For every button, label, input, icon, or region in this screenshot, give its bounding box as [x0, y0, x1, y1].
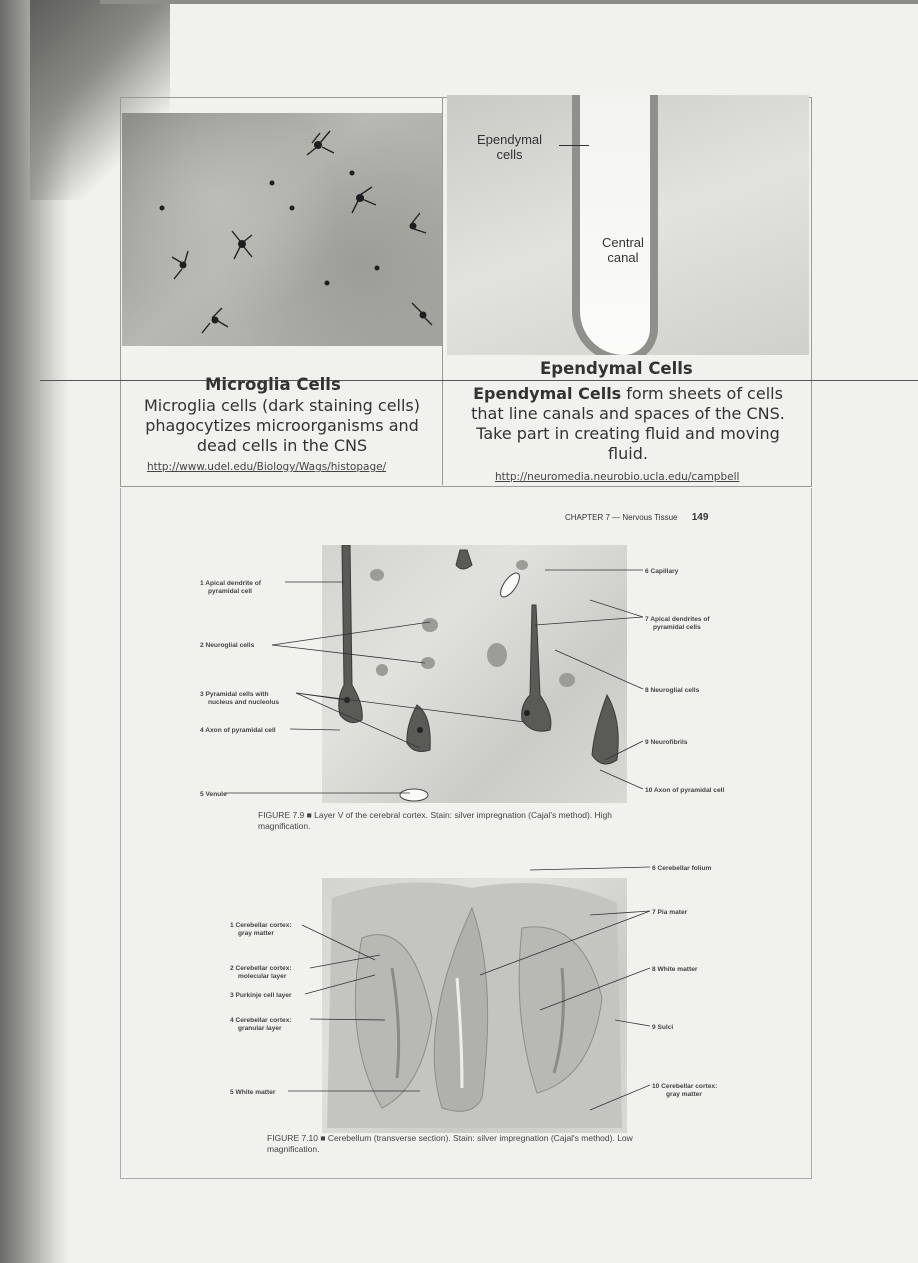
fig79-label-2: 2 Neuroglial cells [200, 642, 255, 649]
fig79-label-1-line1: 1 Apical dendrite of [200, 580, 261, 587]
fig710-label-2-line2: molecular layer [238, 973, 287, 980]
fig79-label-7-line1: 7 Apical dendrites of [645, 616, 710, 623]
fig710-label-4-line2: granular layer [238, 1025, 282, 1032]
fig710-label-4-line1: 4 Cerebellar cortex: [230, 1017, 292, 1024]
figure-7-10-caption-line1: FIGURE 7.10 ■ Cerebellum (transverse section). Stain: silver impregnation (Cajal's method). Low [267, 1133, 633, 1143]
fig79-label-4: 4 Axon of pyramidal cell [200, 727, 276, 734]
figure-7-9-caption-line1: FIGURE 7.9 ■ Layer V of the cerebral cortex. Stain: silver impregnation (Cajal's method). High [258, 810, 612, 820]
figure-7-10-caption-line2: magnification. [267, 1144, 320, 1154]
ependymal-caption-bold: Ependymal Cells [473, 384, 622, 403]
ependymal-panel-title: Ependymal Cells [540, 359, 693, 378]
fig710-label-6: 6 Cerebellar folium [652, 865, 712, 872]
fig79-label-1-line2: pyramidal cell [208, 588, 252, 595]
fig710-label-7: 7 Pia mater [652, 909, 688, 916]
central-canal-label-line1: Central [602, 235, 644, 250]
ependymal-caption-line4: fluid. [608, 444, 648, 463]
central-canal-label-line2: canal [607, 250, 639, 265]
fig710-label-9: 9 Sulci [652, 1024, 674, 1031]
fig79-label-5: 5 Venule [200, 791, 227, 798]
fig79-label-6: 6 Capillary [645, 568, 679, 575]
page-number: 149 [691, 512, 709, 523]
ependymal-caption-line2: that line canals and spaces of the CNS. [471, 404, 785, 423]
microglia-source-link[interactable]: http://www.udel.edu/Biology/Wags/histopage/ [147, 461, 387, 473]
fig79-label-3-line2: nucleus and nucleolus [208, 699, 280, 706]
fig710-label-1-line2: gray matter [238, 930, 274, 937]
fig710-label-3: 3 Purkinje cell layer [230, 992, 292, 999]
ependymal-caption-rest: form sheets of cells [621, 384, 783, 403]
microglia-caption-line1: Microglia cells (dark staining cells) [143, 396, 421, 415]
fig79-label-7-line2: pyramidal cells [653, 624, 701, 631]
fig79-label-10: 10 Axon of pyramidal cell [645, 787, 725, 794]
fig79-label-8: 8 Neuroglial cells [645, 687, 700, 694]
microglia-panel-title: Microglia Cells [205, 375, 341, 394]
ependymal-label-line1: Ependymal [477, 132, 543, 147]
figure-7-9-caption-line2: magnification. [258, 821, 311, 831]
figure-7-10-caption [267, 1133, 697, 1155]
fig79-label-9: 9 Neurofibrils [645, 739, 688, 746]
ependymal-source-link[interactable]: http://neuromedia.neurobio.ucla.edu/campbell [495, 471, 740, 483]
microglia-caption-line2: phagocytizes microorganisms and [145, 416, 419, 435]
ependymal-label-line2: cells [496, 147, 523, 162]
fig710-label-1-line1: 1 Cerebellar cortex: [230, 922, 292, 929]
fig710-label-10-line2: gray matter [666, 1091, 702, 1098]
fig710-label-10-line1: 10 Cerebellar cortex: [652, 1083, 718, 1090]
running-head-text: CHAPTER 7 — Nervous Tissue [565, 513, 678, 522]
ependymal-caption-line3: Take part in creating fluid and moving [476, 424, 780, 443]
microglia-caption-line3: dead cells in the CNS [196, 436, 368, 455]
fig710-label-5: 5 White matter [230, 1089, 276, 1096]
fig79-label-3-line1: 3 Pyramidal cells with [200, 691, 269, 698]
fig710-label-8: 8 White matter [652, 966, 698, 973]
fig710-label-2-line1: 2 Cerebellar cortex: [230, 965, 292, 972]
